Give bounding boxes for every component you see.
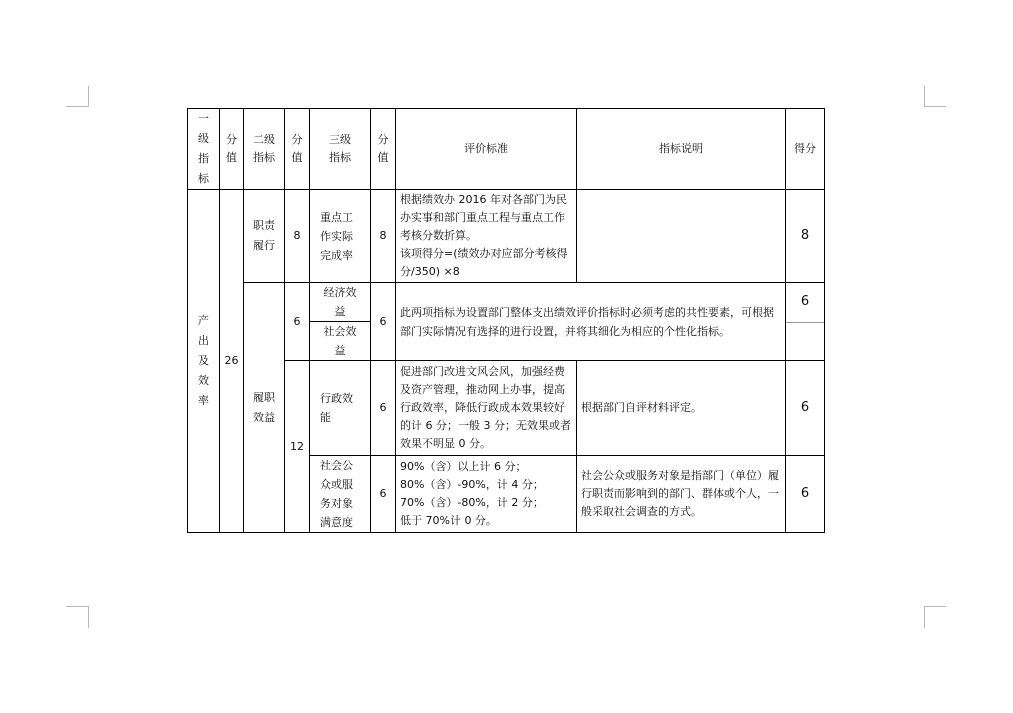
level3-score: 6 bbox=[371, 361, 396, 456]
level3-name: 社会公众或服务对象满意度 bbox=[310, 456, 371, 533]
shared-criteria-cell: 此两项指标为设置部门整体支出绩效评价指标时必须考虑的共性要素，可根据部门实际情况有选择的进行设置，并将其细化为相应的个性化指标。 bbox=[396, 283, 786, 361]
level2-score: 12 bbox=[285, 361, 310, 533]
header-criteria: 评价标准 bbox=[396, 109, 577, 190]
crop-mark-top-right bbox=[924, 106, 946, 107]
crop-mark-bottom-left bbox=[66, 606, 88, 607]
crop-mark-top-right bbox=[924, 86, 925, 107]
header-score2: 分值 bbox=[285, 109, 310, 190]
header-result: 得分 bbox=[786, 109, 825, 190]
level1-name: 产出及效率 bbox=[188, 190, 220, 533]
table-row bbox=[188, 190, 825, 283]
header-level2: 二级指标 bbox=[244, 109, 285, 190]
header-row bbox=[188, 109, 825, 190]
level3-score: 8 bbox=[371, 190, 396, 283]
level3-name: 经济效益 bbox=[310, 283, 371, 322]
criteria-cell: 促进部门改进文风会风，加强经费及资产管理，推动网上办事，提高行政效率，降低行政成本效果较好的计 6 分；一般 3 分；无效果或者效果不明显 0 分。 bbox=[396, 361, 577, 456]
result-cell: 8 bbox=[786, 190, 825, 283]
explanation-cell: 根据部门自评材料评定。 bbox=[577, 361, 786, 456]
table-row bbox=[188, 283, 825, 322]
level3-name: 社会效益 bbox=[310, 322, 371, 361]
explanation-cell bbox=[577, 190, 786, 283]
level2-score: 8 bbox=[285, 190, 310, 283]
level1-score: 26 bbox=[220, 190, 244, 533]
level3-name: 重点工作实际完成率 bbox=[310, 190, 371, 283]
header-explanation: 指标说明 bbox=[577, 109, 786, 190]
criteria-cell: 根据绩效办 2016 年对各部门为民办实事和部门重点工程与重点工作考核分数折算。 该项得分=(绩效办对应部分考核得分/350) ×8 bbox=[396, 190, 577, 283]
level3-score: 6 bbox=[371, 456, 396, 533]
crop-mark-top-left bbox=[88, 86, 89, 107]
level2-name: 职责履行 bbox=[244, 190, 285, 283]
result-cell: 6 bbox=[786, 361, 825, 456]
subgroup-result: 6 bbox=[800, 294, 810, 309]
crop-mark-bottom-left bbox=[88, 606, 89, 628]
level3-name: 行政效能 bbox=[310, 361, 371, 456]
result-cell bbox=[786, 283, 825, 361]
header-level3: 三级指标 bbox=[310, 109, 371, 190]
subgroup-score: 6 bbox=[285, 283, 310, 361]
crop-mark-bottom-right bbox=[924, 606, 946, 607]
header-score1: 分值 bbox=[220, 109, 244, 190]
criteria-cell: 90%（含）以上计 6 分； 80%（含）-90%，计 4 分； 70%（含）-80%，计 2 分； 低于 70%计 0 分。 bbox=[396, 456, 577, 533]
divider bbox=[786, 322, 824, 323]
crop-mark-top-left bbox=[66, 106, 88, 107]
result-cell: 6 bbox=[786, 456, 825, 533]
header-level1: 一级指标 bbox=[188, 109, 220, 190]
subgroup-score-3: 6 bbox=[371, 283, 396, 361]
explanation-cell: 社会公众或服务对象是指部门（单位）履行职责而影响到的部门、群体或个人，一般采取社会调查的方式。 bbox=[577, 456, 786, 533]
level2-name: 履职效益 bbox=[244, 283, 285, 533]
evaluation-table bbox=[187, 108, 825, 533]
header-score3: 分值 bbox=[371, 109, 396, 190]
crop-mark-bottom-right bbox=[924, 606, 925, 628]
